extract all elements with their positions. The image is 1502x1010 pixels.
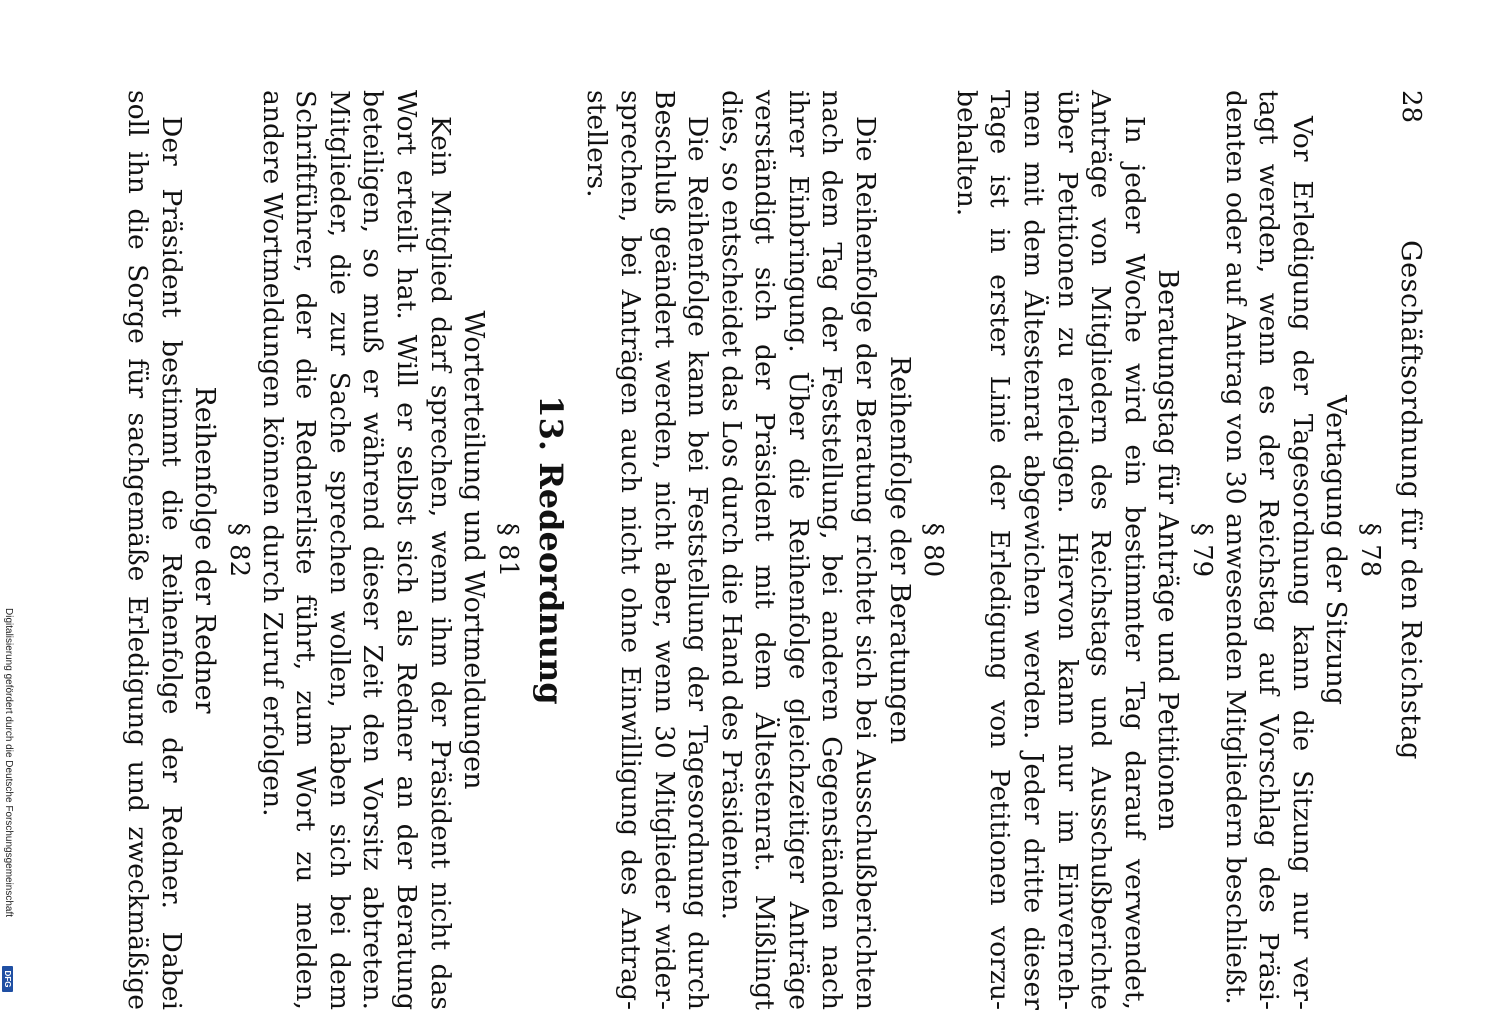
text-line: Kein Mitglied darf sprechen, wenn ihm der Präsident nicht das [424, 116, 456, 1010]
text-line: Wort erteilt hat. Will er selbst sich als Redner an der Beratung [390, 90, 422, 1010]
text-line: men mit dem Ältestenrat abgewichen werden. Jeder dritte dieser [1018, 90, 1050, 1010]
body-paragraph [255, 90, 457, 1010]
text-line: Der Präsident bestimmt die Reihenfolge der Redner. Dabei [155, 116, 187, 1010]
text-line: beteiligen, so muß er während dieser Zeit den Vorsitz abtreten. [357, 90, 389, 1010]
running-title: Geschäftsordnung für den Reichstag [1395, 240, 1426, 760]
paragraph-title: Worterteilung und Wortmeldungen [458, 310, 490, 790]
text-line: Vor Erledigung der Tagesordnung kann die Sitzung nur ver- [1286, 116, 1318, 1010]
text-line: behalten. [950, 90, 982, 217]
text-line: ihrer Einbringung. Über die Reihenfolge gleichzeitiger Anträge [782, 90, 814, 1010]
text-line: nach dem Tag der Feststellung, bei anderen Gegenständen nach [816, 90, 848, 1010]
text-line: Tage ist in erster Linie der Erledigung von Petitionen vorzu- [984, 90, 1016, 1010]
paragraph-number: § 78 [1355, 522, 1385, 578]
text-line: In jeder Woche wird ein bestimmter Tag darauf verwendet, [1118, 116, 1150, 1010]
body-paragraph [580, 90, 714, 1010]
page-header [1386, 90, 1426, 910]
paragraph-title: Reihenfolge der Beratungen [883, 355, 915, 745]
paragraph-title: Reihenfolge der Redner [189, 386, 221, 714]
text-line: Schriftführer, der die Rednerliste führt, zum Wort zu melden, [290, 90, 322, 1010]
text-line: Die Reihenfolge kann bei Feststellung der Tagesordnung durch [682, 116, 714, 1010]
dfg-logo-text: DFG [3, 970, 12, 988]
text-line: Mitglieder, die zur Sache sprechen wollen, haben sich bei dem [323, 90, 355, 1010]
document-body [121, 90, 1386, 1010]
paragraph-title: Beratungstag für Anträge und Petitionen [1152, 269, 1184, 831]
dfg-logo [2, 966, 13, 992]
paragraph-number: § 80 [918, 522, 949, 578]
paragraph-number: § 81 [492, 522, 523, 578]
page-number: 28 [1396, 90, 1426, 124]
text-line: tagt werden, wenn es der Reichstag auf Vorschlag des Präsi- [1253, 90, 1285, 1010]
text-line: andere Wortmeldungen können durch Zuruf erfolgen. [256, 90, 288, 817]
text-line: stellers. [581, 90, 613, 198]
paragraph-number: § 82 [224, 522, 254, 578]
body-paragraph [121, 90, 188, 1010]
digitization-credit-text: Digitalisierung gefördert durch die Deutsche Forschungsgemeinschaft [3, 608, 14, 918]
body-paragraph [949, 90, 1151, 1010]
paragraph-number: § 79 [1187, 522, 1218, 578]
text-line: soll ihn die Sorge für sachgemäße Erledigung und zweckmäßige [122, 90, 154, 1010]
text-line: Die Reihenfolge der Beratung richtet sich bei Ausschußberichten [850, 116, 882, 1010]
text-line: über Petitionen zu erledigen. Hiervon kann nur im Einverneh- [1051, 90, 1083, 1010]
digitization-credit [0, 608, 14, 988]
text-line: verständigt sich der Präsident mit dem Ältestenrat. Mißlingt [749, 90, 781, 1010]
section-title: 13. Redeordnung [531, 395, 570, 705]
text-line: Anträge von Mitgliedern des Reichstags und Ausschußberichte [1085, 90, 1117, 1010]
text-line: sprechen, bei Anträgen auch nicht ohne Einwilligung des Antrag- [614, 90, 646, 1010]
text-line: denten oder auf Antrag von 30 anwesenden Mitgliedern beschließt. [1219, 90, 1251, 1005]
text-line: dies, so entscheidet das Los durch die Hand des Präsidenten. [715, 90, 747, 921]
body-paragraph [1218, 90, 1319, 1010]
text-line: Beschluß geändert werden, nicht aber, wenn 30 Mitglieder wider- [648, 90, 680, 1010]
paragraph-title: Vertagung der Sitzung [1320, 395, 1352, 705]
body-paragraph [714, 90, 882, 1010]
